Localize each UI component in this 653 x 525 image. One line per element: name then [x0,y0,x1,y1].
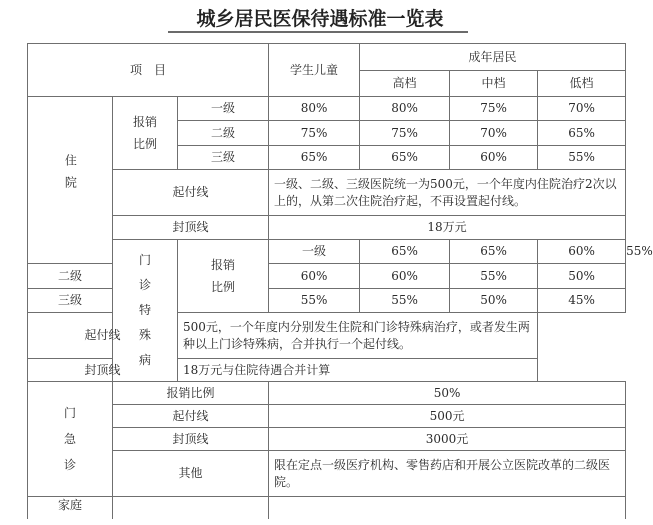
header-student: 学生儿童 [269,44,360,97]
header-adult: 成年居民 [360,44,626,71]
emergency-deductible-label: 起付线 [113,405,269,428]
special-level-1: 一级 [269,240,360,264]
emergency-ratio-label: 报销比例 [113,382,269,405]
emergency-ratio: 50% [269,382,626,405]
inpatient-1-high: 80% [360,97,450,121]
special-2-low: 50% [538,264,626,289]
inpatient-label [28,97,113,264]
special-level-3: 三级 [28,289,113,313]
special-1-high: 65% [450,240,538,264]
inpatient-2-high: 75% [360,121,450,146]
special-deductible-label: 起付线 [28,313,178,359]
inpatient-ratio-label [113,97,178,170]
inpatient-3-low: 55% [538,146,626,170]
inpatient-deductible: 一级、二级、三级医院统一为500元，一个年度内住院治疗2次以上的，从第二次住院治疗起，不再设置起付线。 [269,170,626,216]
header-high: 高档 [360,71,450,97]
inpatient-1-student: 80% [269,97,360,121]
special-level-2: 二级 [28,264,113,289]
special-ratio-text: 报销比例 [211,258,236,294]
inpatient-level-2: 二级 [178,121,269,146]
header-mid: 中档 [450,71,538,97]
emergency-cap-label: 封顶线 [113,428,269,451]
special-1-student: 65% [360,240,450,264]
special-3-student: 55% [269,289,360,313]
inpatient-2-mid: 70% [450,121,538,146]
header-item: 项 目 [28,44,269,97]
page-title: 城乡居民医保待遇标准一览表 [196,8,444,30]
inpatient-3-high: 65% [360,146,450,170]
emergency-other: 限在定点一级医疗机构、零售药店和开展公立医院改革的二级医院。 [269,451,626,497]
emergency-label [28,382,113,497]
inpatient-1-low: 70% [538,97,626,121]
inpatient-deductible-label: 起付线 [113,170,269,216]
inpatient-1-mid: 75% [450,97,538,121]
special-1-mid: 60% [538,240,626,264]
special-2-student: 60% [269,264,360,289]
emergency-deductible: 500元 [269,405,626,428]
inpatient-ratio-text: 报销比例 [132,115,157,151]
emergency-cap: 3000元 [269,428,626,451]
emergency-label-text: 门急诊 [63,406,76,472]
family-label: 家庭 [28,497,113,520]
special-cap: 18万元与住院待遇合并计算 [178,359,538,382]
emergency-other-label: 其他 [113,451,269,497]
title-underline [168,31,468,33]
inpatient-label-text: 住院 [63,154,78,199]
inpatient-level-3: 三级 [178,146,269,170]
inpatient-level-1: 一级 [178,97,269,121]
inpatient-3-mid: 60% [450,146,538,170]
special-2-mid: 55% [450,264,538,289]
header-low: 低档 [538,71,626,97]
special-3-low: 45% [538,289,626,313]
family-cell-a [113,497,269,520]
inpatient-2-low: 65% [538,121,626,146]
inpatient-cap: 18万元 [269,216,626,240]
special-label-text: 门诊特殊病 [138,253,151,367]
benefits-table: 项 目 学生儿童 成年居民 高档 中档 低档 住院 报销比例 一级 80% 80% 75% 70% 二级 75% 75% 70% 65% 三级 65% 65% 60% 55% 起付线 一级、二级、三级医院统一为500元，一个年度内住院治疗2次以上的，从第二次住院治疗起，不再设置起付线。 封顶线 18万元 门诊特殊病 报销比例 一级 65% 65% 60% 55% 二级 60% 60% 55% 50% 三级 55% 55% 50% 45% 起付线 500元，一个年度内分别发生住院和门诊特殊病治疗，或者发生两种以上门诊特殊病，合并执行一个起付线。 封顶线 18万元与住院待遇合并计算 门急诊 报销比例 50% 起付线 500元 封顶线 3000元 其他 限在定点一级医疗机构、零售药店和开展公立医院改革的二级医院。 家庭 [27,43,626,519]
special-3-mid: 50% [450,289,538,313]
special-deductible: 500元，一个年度内分别发生住院和门诊特殊病治疗，或者发生两种以上门诊特殊病，合并执行一个起付线。 [178,313,538,359]
family-cell-b [269,497,626,520]
special-cap-label: 封顶线 [28,359,178,382]
special-2-high: 60% [360,264,450,289]
inpatient-cap-label: 封顶线 [113,216,269,240]
inpatient-2-student: 75% [269,121,360,146]
special-3-high: 55% [360,289,450,313]
inpatient-3-student: 65% [269,146,360,170]
special-ratio-label [178,240,269,313]
